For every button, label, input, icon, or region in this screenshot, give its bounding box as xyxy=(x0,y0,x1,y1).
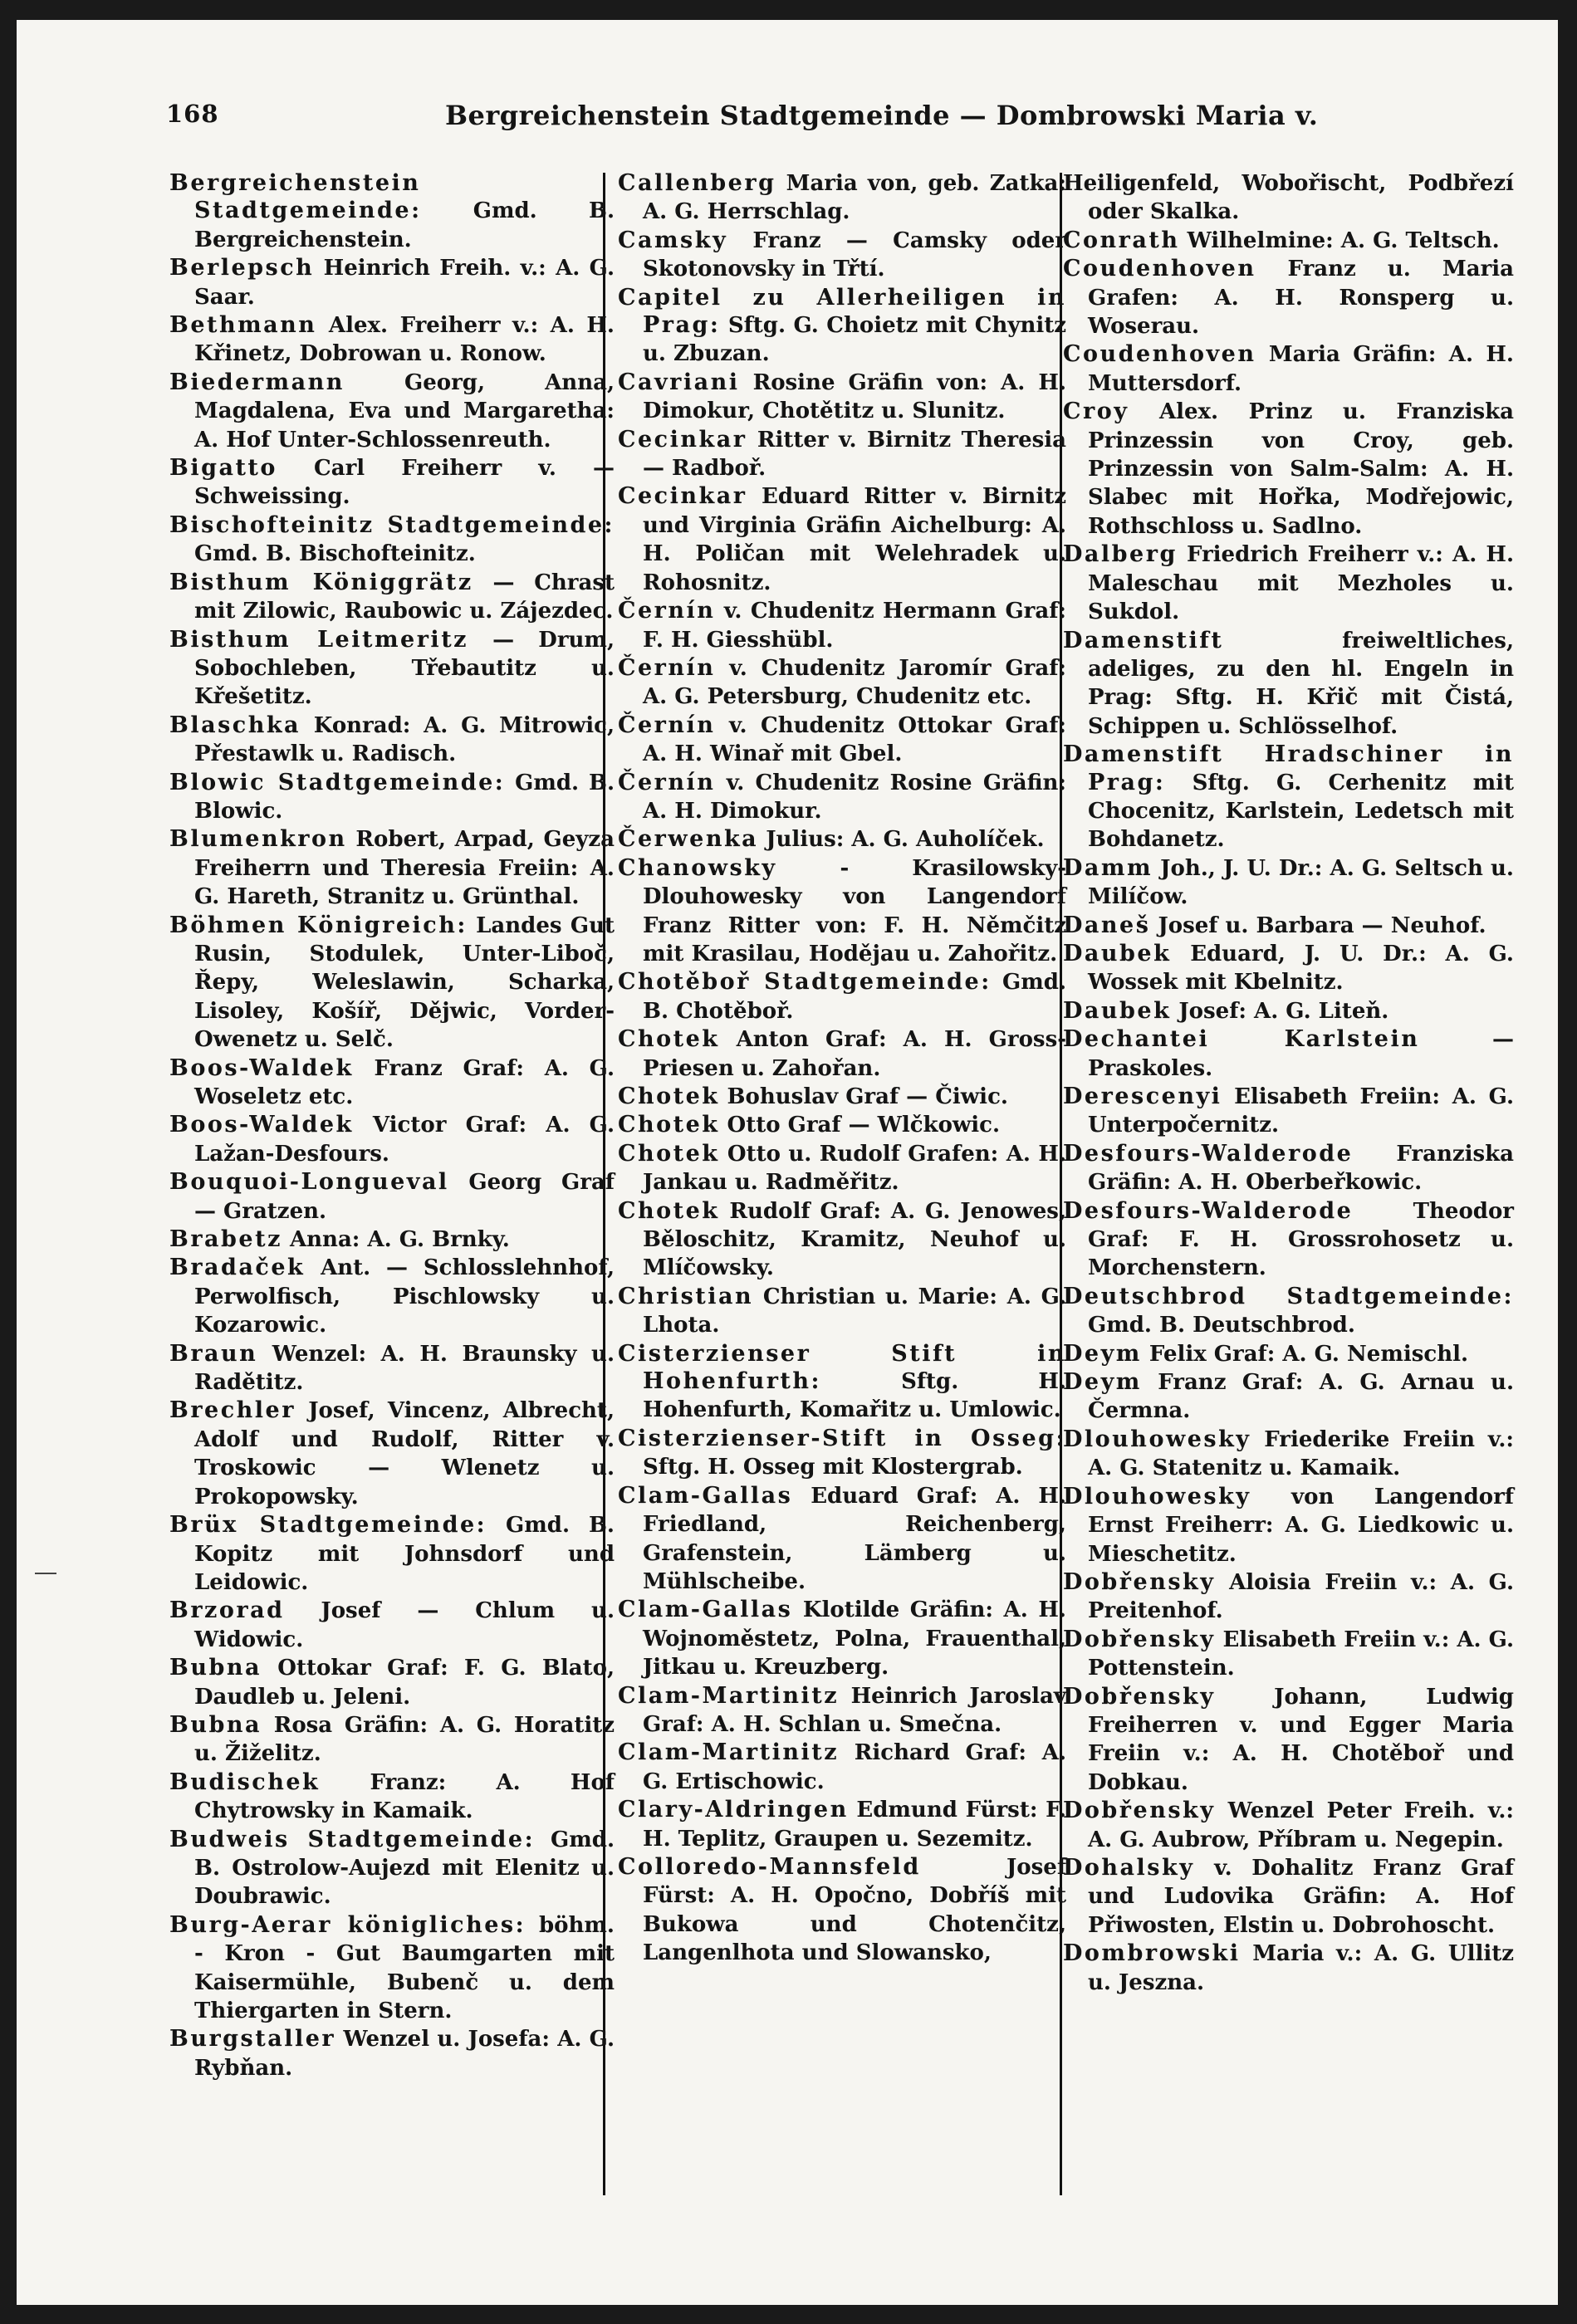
index-entry xyxy=(618,1111,1066,1139)
entry-details: v. Chudenitz Ottokar Graf: A. H. Winař mit Gbel. xyxy=(643,712,1066,767)
entry-name: Bigatto xyxy=(169,455,277,482)
margin-mark xyxy=(35,1573,56,1574)
index-entry xyxy=(1063,1426,1514,1483)
index-entry xyxy=(169,1826,615,1911)
index-entry xyxy=(169,1254,615,1339)
column-3 xyxy=(1063,169,1514,1997)
index-entry xyxy=(618,1083,1066,1111)
index-entry xyxy=(618,1853,1066,1968)
entry-details: - Krasilowsky-Dlouhowesky von Langendorf Franz Ritter von: F. H. Němčitz mit Krasilau, Hodějau u. Zahořitz. xyxy=(643,855,1066,966)
index-entry xyxy=(1063,1797,1514,1854)
entry-name: Chotek xyxy=(618,1112,720,1138)
entry-name: Croy xyxy=(1063,399,1129,425)
entry-details: Friedrich Freiherr v.: A. H. Maleschau mit Mezholes u. Sukdol. xyxy=(1088,542,1514,625)
page-header xyxy=(17,100,1558,141)
entry-name: Clam-Martinitz xyxy=(618,1682,840,1709)
entry-name: Brechler xyxy=(169,1397,296,1424)
entry-name: Chotek xyxy=(618,1140,720,1167)
entry-details: Wenzel Peter Freih. v.: A. G. Aubrow, Příbram u. Negepin. xyxy=(1088,1798,1514,1852)
index-entry xyxy=(618,825,1066,854)
index-entry xyxy=(618,1025,1066,1083)
entry-name: Černín xyxy=(618,654,716,681)
entry-details: Richard Graf: A. G. Ertischowic. xyxy=(643,1740,1066,1794)
entry-name: Černín xyxy=(618,598,716,624)
entry-details: Otto Graf — Wlčkowic. xyxy=(719,1113,1001,1138)
index-entry xyxy=(169,454,615,511)
entry-name: Clam-Martinitz xyxy=(618,1739,840,1766)
index-entry xyxy=(618,284,1066,369)
entry-details: Gmd. B. Chotěboř. xyxy=(643,970,1067,1024)
entry-details: Heinrich Freih. v.: A. G. Saar. xyxy=(194,256,615,310)
entry-name: Capitel zu Allerheiligen in Prag: xyxy=(618,284,1066,339)
entry-name: Dobřensky xyxy=(1063,1568,1216,1595)
entry-name: Böhmen Königreich: xyxy=(169,912,468,938)
entry-name: Dombrowski xyxy=(1063,1940,1241,1967)
index-entry xyxy=(169,912,615,1054)
entry-name: Chotek xyxy=(618,1084,720,1109)
index-entry xyxy=(1063,627,1514,741)
entry-details: Heiligenfeld, Wobořischt, Podbřezí oder Skalka. xyxy=(1063,171,1514,225)
index-entry xyxy=(169,1769,615,1826)
entry-details: Ottokar Graf: F. G. Blato, Daudleb u. Jeleni. xyxy=(194,1656,615,1710)
index-entry xyxy=(169,712,615,769)
entry-name: Desfours-Walderode xyxy=(1063,1197,1354,1224)
entry-details: Rudolf Graf: A. G. Jenowes, Běloschitz, Kramitz, Neuhof u. Mlíčowsky. xyxy=(643,1198,1066,1281)
entry-details: — Drum, Sobochleben, Třebautitz u. Křešetitz. xyxy=(194,627,615,710)
index-entry xyxy=(169,169,615,254)
entry-name: Bubna xyxy=(169,1655,262,1681)
entry-details: — Praskoles. xyxy=(1088,1027,1514,1081)
index-entry xyxy=(618,369,1066,426)
entry-details: Franz: A. Hof Chytrowsky in Kamaik. xyxy=(194,1769,615,1824)
entry-details: Franz — Camsky oder Skotonovsky in Třtí. xyxy=(643,228,1066,282)
entry-name: Camsky xyxy=(618,227,728,253)
index-entry xyxy=(618,1140,1066,1197)
entry-name: Deutschbrod Stadtgemeinde: xyxy=(1063,1283,1514,1309)
entry-name: Braun xyxy=(169,1340,258,1367)
index-entry xyxy=(1063,1683,1514,1798)
index-entry xyxy=(1063,912,1514,940)
index-entry xyxy=(169,1511,615,1597)
index-entry xyxy=(618,1283,1066,1340)
entry-details: Otto u. Rudolf Grafen: A. H. Jankau u. Radměřitz. xyxy=(643,1141,1066,1196)
entry-details: Theodor Graf: F. H. Grossrohosetz u. Morchenstern. xyxy=(1088,1198,1514,1281)
entry-name: Blaschka xyxy=(169,712,301,738)
index-entry xyxy=(1063,227,1514,255)
entry-name: Conrath xyxy=(1063,227,1180,253)
entry-details: Anna: A. G. Brnky. xyxy=(282,1227,510,1253)
entry-name: Bethmann xyxy=(169,312,317,339)
entry-details: Konrad: A. G. Mitrowic, Přestawlk u. Radisch. xyxy=(194,712,615,767)
entry-details: Josef, Vincenz, Albrecht, Adolf und Rudolf, Ritter v. Troskowic — Wlenetz u. Prokopowsky. xyxy=(194,1398,615,1509)
entry-details: Joh., J. U. Dr.: A. G. Seltsch u. Milíčow. xyxy=(1088,855,1514,910)
entry-name: Bradaček xyxy=(169,1255,306,1281)
index-entry xyxy=(1063,854,1514,912)
entry-name: Dalberg xyxy=(1063,541,1178,568)
index-entry xyxy=(1063,398,1514,541)
entry-name: Biedermann xyxy=(169,369,345,395)
index-entry xyxy=(618,1340,1066,1425)
entry-details: Landes Gut Rusin, Stodulek, Unter-Liboč, Řepy, Weleslawin, Scharka, Lisoley, Košíř, Dějwic, Vorder-Owenetz u. Selč. xyxy=(194,912,615,1053)
entry-details: Julius: A. G. Auholíček. xyxy=(758,827,1045,853)
index-entry xyxy=(618,169,1066,227)
index-entry xyxy=(618,227,1066,284)
entry-details: Wilhelmine: A. G. Teltsch. xyxy=(1179,228,1500,253)
entry-name: Bisthum Königgrätz xyxy=(169,569,473,595)
entry-name: Dobřensky xyxy=(1063,1626,1216,1652)
index-entry xyxy=(618,1796,1066,1853)
index-entry xyxy=(1063,1940,1514,1997)
entry-name: Brüx Stadtgemeinde: xyxy=(169,1512,487,1539)
index-entry xyxy=(618,1596,1066,1681)
entry-details: Franz Graf: A. G. Woseletz etc. xyxy=(194,1055,615,1109)
index-entry xyxy=(169,1168,615,1226)
index-entry xyxy=(169,1340,615,1397)
entry-name: Damm xyxy=(1063,854,1153,881)
entry-details: Klotilde Gräfin: A. H. Wojnoměstetz, Polna, Frauenthal, Jitkau u. Kreuzberg. xyxy=(643,1597,1066,1681)
index-entry xyxy=(169,1711,615,1769)
index-entry xyxy=(1063,1140,1514,1197)
index-entry xyxy=(618,1482,1066,1597)
entry-details: Sftg. G. Cerhenitz mit Chocenitz, Karlstein, Ledetsch mit Bohdanetz. xyxy=(1088,770,1514,853)
index-entry xyxy=(169,369,615,454)
entry-details: Gmd. B. Deutschbrod. xyxy=(1088,1313,1355,1338)
entry-details: Bohuslav Graf — Čiwic. xyxy=(719,1084,1008,1109)
entry-name: Daubek xyxy=(1063,997,1172,1024)
entry-details: böhm. - Kron - Gut Baumgarten mit Kaisermühle, Bubenč u. dem Thiergarten in Stern. xyxy=(194,1912,615,2023)
entry-details: v. Chudenitz Hermann Graf: F. H. Giesshübl. xyxy=(643,599,1066,653)
entry-details: Sftg. H. Hohenfurth, Komařitz u. Umlowic. xyxy=(643,1369,1066,1423)
entry-name: Blumenkron xyxy=(169,826,347,853)
entry-name: Cecinkar xyxy=(618,426,747,453)
entry-details: freiweltliches, adeliges, zu den hl. Engeln in Prag: Sftg. H. Křič mit Čistá, Schippen u. Schlösselhof. xyxy=(1088,628,1514,739)
entry-details: v. Chudenitz Jaromír Graf: A. G. Petersburg, Chudenitz etc. xyxy=(643,655,1066,710)
entry-details: Ant. — Schlosslehnhof, Perwolfisch, Pischlowsky u. Kozarowic. xyxy=(194,1255,615,1338)
entry-details: Elisabeth Freiin v.: A. G. Pottenstein. xyxy=(1088,1627,1514,1681)
entry-name: Clam-Gallas xyxy=(618,1597,793,1623)
entry-name: Derescenyi xyxy=(1063,1084,1222,1109)
index-entry xyxy=(1063,1083,1514,1140)
entry-name: Chotek xyxy=(618,1026,720,1053)
index-entry xyxy=(1063,1368,1514,1426)
entry-details: von Langendorf Ernst Freiherr: A. G. Liedkowic u. Mieschetitz. xyxy=(1088,1484,1514,1567)
entry-details: Georg Graf — Gratzen. xyxy=(194,1170,615,1224)
index-entry xyxy=(618,769,1066,826)
entry-name: Daneš xyxy=(1063,912,1151,938)
entry-details: Josef u. Barbara — Neuhof. xyxy=(1150,912,1486,938)
index-entry xyxy=(1063,940,1514,997)
index-entry xyxy=(618,968,1066,1025)
index-entry xyxy=(618,426,1066,483)
column-1 xyxy=(169,169,615,2082)
index-entry xyxy=(1063,1483,1514,1568)
entry-details: Sftg. H. Osseg mit Klostergrab. xyxy=(643,1455,1023,1480)
entry-name: Bischofteinitz Stadtgemeinde: xyxy=(169,511,615,538)
index-entry xyxy=(169,1911,615,2026)
entry-name: Clam-Gallas xyxy=(618,1482,793,1509)
entry-name: Daubek xyxy=(1063,940,1172,966)
index-entry xyxy=(618,1197,1066,1283)
entry-details: Gmd. B. Bischofteinitz. xyxy=(194,541,476,567)
entry-name: Čerwenka xyxy=(618,826,759,853)
entry-details: Franziska Gräfin: A. H. Oberbeřkowic. xyxy=(1088,1141,1514,1196)
entry-details: Josef — Chlum u. Widowic. xyxy=(194,1598,615,1652)
index-entry xyxy=(169,1111,615,1168)
entry-name: Berlepsch xyxy=(169,255,315,281)
entry-name: Boos-Waldek xyxy=(169,1054,354,1081)
index-entry xyxy=(1063,1197,1514,1283)
index-entry xyxy=(618,1425,1066,1482)
index-entry xyxy=(618,654,1066,712)
entry-name: Callenberg xyxy=(618,170,776,196)
entry-name: Colloredo-Mannsfeld xyxy=(618,1853,921,1880)
entry-name: Chanowsky xyxy=(618,854,777,881)
entry-details: Anton Graf: A. H. Gross-Priesen u. Zahořan. xyxy=(643,1027,1066,1081)
index-entry xyxy=(169,311,615,369)
entry-name: Bisthum Leitmeritz xyxy=(169,626,468,653)
entry-details: — Chrast mit Zilowic, Raubowic u. Zájezdec. xyxy=(194,570,615,624)
index-entry xyxy=(1063,1626,1514,1683)
page-number: 168 xyxy=(166,100,219,128)
index-entry xyxy=(169,1226,615,1254)
entry-name: Chotek xyxy=(618,1197,720,1224)
entry-details: Wenzel: A. H. Braunsky u. Radětitz. xyxy=(194,1341,615,1396)
entry-details: Alex. Prinz u. Franziska Prinzessin von Croy, geb. Prinzessin von Salm-Salm: A. H. Slabec mit Hořka, Modřejowic, Rothschloss u. Sadlno. xyxy=(1088,399,1514,539)
entry-name: Desfours-Walderode xyxy=(1063,1140,1354,1167)
entry-details: Christian u. Marie: A. G. Lhota. xyxy=(643,1284,1066,1338)
index-entry xyxy=(1063,169,1514,227)
entry-details: Josef: A. G. Liteň. xyxy=(1171,998,1389,1024)
entry-name: Christian xyxy=(618,1283,754,1309)
running-title: Bergreichenstein Stadtgemeinde — Dombrowski Maria v. xyxy=(445,100,1319,131)
entry-details: Eduard Graf: A. H. Friedland, Reichenberg, Grafenstein, Lämberg u. Mühlscheibe. xyxy=(643,1483,1066,1594)
entry-name: Budweis Stadtgemeinde: xyxy=(169,1826,536,1852)
entry-name: Bergreichenstein Stadtgemeinde: xyxy=(169,170,422,224)
index-entry xyxy=(1063,255,1514,340)
index-entry xyxy=(169,769,615,826)
entry-details: Wenzel u. Josefa: A. G. Rybňan. xyxy=(194,2027,615,2081)
index-entry xyxy=(169,511,615,569)
column-2 xyxy=(618,169,1066,1968)
index-entry xyxy=(169,254,615,311)
index-entry xyxy=(1063,997,1514,1025)
entry-name: Cavriani xyxy=(618,369,740,395)
entry-details: Franz Graf: A. G. Arnau u. Čermna. xyxy=(1088,1370,1514,1424)
entry-details: Johann, Ludwig Freiherren v. und Egger Maria Freiin v.: A. H. Chotěboř und Dobkau. xyxy=(1088,1684,1514,1795)
entry-name: Damenstift Hradschiner in Prag: xyxy=(1063,741,1514,795)
entry-details: Gmd. B. Ostrolow-Aujezd mit Elenitz u. Doubrawic. xyxy=(194,1827,615,1910)
entry-details: Maria von, geb. Zatka: A. G. Herrschlag. xyxy=(643,171,1066,225)
entry-details: Rosa Gräfin: A. G. Horatitz u. Žiželitz. xyxy=(194,1712,615,1767)
entry-name: Deym xyxy=(1063,1340,1142,1367)
entry-details: Ritter v. Birnitz Theresia — Radboř. xyxy=(643,427,1066,482)
entry-name: Burgstaller xyxy=(169,2026,336,2052)
entry-details: v. Dohalitz Franz Graf und Ludovika Gräfin: A. Hof Přiwosten, Elstin u. Dobrohoscht. xyxy=(1088,1855,1514,1938)
entry-details: Aloisia Freiin v.: A. G. Preitenhof. xyxy=(1088,1569,1514,1624)
index-entry xyxy=(169,1054,615,1112)
entry-details: Heinrich Jaroslav Graf: A. H. Schlan u. Smečna. xyxy=(643,1683,1066,1737)
entry-name: Brabetz xyxy=(169,1226,282,1253)
entry-name: Cisterzienser Stift in Hohenfurth: xyxy=(618,1340,1066,1395)
entry-name: Bubna xyxy=(169,1711,262,1738)
index-entry xyxy=(169,1397,615,1511)
entry-details: Alex. Freiherr v.: A. H. Křinetz, Dobrowan u. Ronow. xyxy=(194,313,615,367)
index-entry xyxy=(1063,1568,1514,1626)
entry-name: Budischek xyxy=(169,1769,321,1795)
entry-name: Cisterzienser-Stift in Osseg: xyxy=(618,1425,1066,1451)
entry-details: Friederike Freiin v.: A. G. Statenitz u. Kamaik. xyxy=(1088,1426,1514,1481)
entry-details: Georg, Anna, Magdalena, Eva und Margaretha: A. Hof Unter-Schlossenreuth. xyxy=(194,369,615,453)
entry-details: Maria v.: A. G. Ullitz u. Jeszna. xyxy=(1088,1941,1514,1995)
index-entry xyxy=(1063,340,1514,398)
entry-name: Černín xyxy=(618,712,716,738)
entry-name: Dechantei Karlstein xyxy=(1063,1026,1420,1053)
index-entry xyxy=(618,1739,1066,1796)
index-entry xyxy=(1063,1283,1514,1340)
index-entry xyxy=(618,482,1066,597)
index-entry xyxy=(169,825,615,911)
entry-name: Dohalsky xyxy=(1063,1854,1195,1881)
index-entry xyxy=(618,854,1066,969)
entry-name: Brzorad xyxy=(169,1597,285,1624)
entry-name: Dobřensky xyxy=(1063,1798,1216,1824)
index-entry xyxy=(618,712,1066,769)
index-entry xyxy=(169,1654,615,1711)
index-entry xyxy=(169,2025,615,2082)
entry-name: Burg-Aerar königliches: xyxy=(169,1911,526,1938)
entry-details: Victor Graf: A. G. Lažan-Desfours. xyxy=(194,1113,615,1167)
entry-name: Cecinkar xyxy=(618,483,747,510)
index-entry xyxy=(1063,1025,1514,1083)
entry-name: Bouquoi-Longueval xyxy=(169,1169,449,1196)
entry-details: v. Chudenitz Rosine Gräfin: A. H. Dimokur. xyxy=(643,770,1066,824)
entry-details: Edmund Fürst: F. H. Teplitz, Graupen u. Sezemitz. xyxy=(643,1798,1066,1852)
entry-name: Dobřensky xyxy=(1063,1683,1216,1710)
entry-name: Coudenhoven xyxy=(1063,341,1256,368)
index-entry xyxy=(169,1597,615,1654)
entry-details: Sftg. G. Choietz mit Chynitz u. Zbuzan. xyxy=(643,313,1066,367)
entry-details: Carl Freiherr v. — Schweissing. xyxy=(194,456,615,510)
entry-name: Černín xyxy=(618,769,716,795)
index-entry xyxy=(169,569,615,626)
entry-name: Damenstift xyxy=(1063,627,1224,653)
entry-name: Clary-Aldringen xyxy=(618,1797,849,1823)
entry-name: Blowic Stadtgemeinde: xyxy=(169,769,506,795)
entry-details: Gmd. B. Bergreichenstein. xyxy=(194,198,615,252)
entry-details: Franz u. Maria Grafen: A. H. Ronsperg u. Woserau. xyxy=(1088,257,1514,340)
entry-name: Coudenhoven xyxy=(1063,256,1256,282)
index-entry xyxy=(1063,741,1514,854)
index-entry xyxy=(169,626,615,712)
entry-name: Boos-Waldek xyxy=(169,1112,354,1138)
entry-name: Dlouhowesky xyxy=(1063,1483,1251,1509)
entry-details: Eduard, J. U. Dr.: A. G. Wossek mit Kbelnitz. xyxy=(1088,941,1514,996)
document-page xyxy=(17,20,1558,2305)
index-entry xyxy=(1063,541,1514,626)
entry-details: Maria Gräfin: A. H. Muttersdorf. xyxy=(1088,342,1514,396)
index-entry xyxy=(618,1682,1066,1739)
entry-details: Gmd. B. Kopitz mit Johnsdorf und Leidowic. xyxy=(194,1513,615,1595)
entry-details: Elisabeth Freiin: A. G. Unterpočernitz. xyxy=(1088,1084,1514,1138)
entry-details: Rosine Gräfin von: A. H. Dimokur, Chotětitz u. Slunitz. xyxy=(643,369,1066,424)
index-entry xyxy=(1063,1340,1514,1368)
entry-details: Josef Fürst: A. H. Opočno, Dobříš mit Bukowa und Chotenčitz, Langenlhota und Slowansko, xyxy=(643,1854,1066,1966)
entry-name: Deym xyxy=(1063,1369,1142,1396)
index-entry xyxy=(1063,1854,1514,1940)
entry-details: Gmd. B. Blowic. xyxy=(194,770,615,824)
index-entry xyxy=(618,597,1066,654)
entry-name: Chotěboř Stadtgemeinde: xyxy=(618,969,992,996)
entry-name: Dlouhowesky xyxy=(1063,1426,1251,1452)
entry-details: Felix Graf: A. G. Nemischl. xyxy=(1141,1341,1469,1367)
entry-details: Eduard Ritter v. Birnitz und Virginia Gräfin Aichelburg: A. H. Poličan mit Welehradek u. Rohosnitz. xyxy=(643,484,1066,595)
entry-details: Robert, Arpad, Geyza Freiherrn und Theresia Freiin: A. G. Hareth, Stranitz u. Grünthal. xyxy=(194,827,615,910)
